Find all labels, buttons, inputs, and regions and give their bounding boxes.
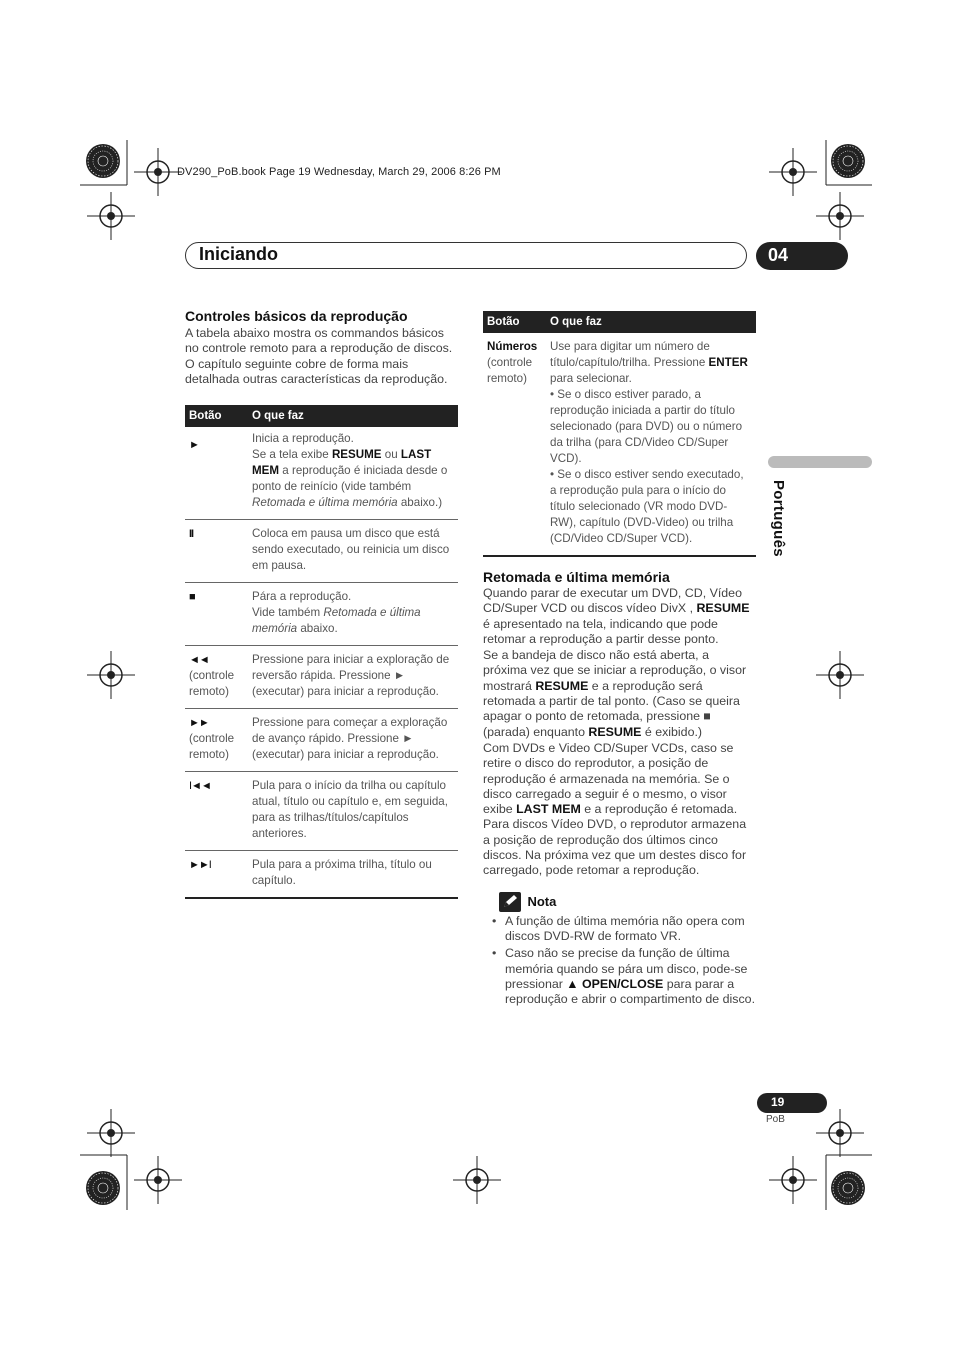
pause-icon: II: [189, 528, 194, 541]
section-heading-resume: Retomada e última memória: [483, 569, 670, 585]
row-note: (controle remoto): [189, 732, 235, 762]
numbers-table: [483, 311, 756, 557]
table-header-row: [483, 311, 756, 333]
language-tab: Português: [770, 480, 787, 557]
column-header-action: O que faz: [546, 311, 756, 333]
table-row: [185, 709, 458, 772]
list-item: • Caso não se precise da função de última memória quando se pára um disco, pode-se pressionar ▲ OPEN/CLOSE para parar a reprodução e abrir o compartimento de disco.: [483, 946, 756, 1007]
numbers-button-label: Números: [487, 340, 538, 353]
chapter-title: Iniciando: [199, 244, 279, 264]
table-row: [185, 851, 458, 899]
column-header-button: Botão: [185, 405, 248, 427]
row-note: (controle remoto): [189, 669, 235, 699]
row-action: Inicia a reprodução. Se a tela exibe RESUME ou LAST MEM a reprodução é iniciada desde o ponto de reinício (vide também Retomada e última memória abaixo.): [248, 427, 458, 520]
table-row: [185, 646, 458, 709]
rewind-icon: ◄◄: [189, 654, 209, 667]
fast-forward-icon: ►►: [189, 717, 209, 730]
stop-icon: ■: [189, 591, 195, 604]
note-header: [483, 892, 756, 912]
row-note: (controle remoto): [487, 356, 533, 385]
language-code: PoB: [766, 1114, 785, 1125]
table-row: [185, 583, 458, 646]
row-action: Pressione para iniciar a exploração de reversão rápida. Pressione ► (executar) para iniciar a reprodução.: [248, 646, 458, 709]
book-header: DV290_PoB.book Page 19 Wednesday, March 29, 2006 8:26 PM: [177, 166, 501, 178]
row-action: Pára a reprodução. Vide também Retomada e última memória abaixo.: [248, 583, 458, 646]
language-tab-bar: [768, 456, 872, 468]
row-action: Coloca em pausa um disco que está sendo executado, ou reinicia um disco em pausa.: [248, 520, 458, 583]
controls-table: [185, 405, 458, 899]
row-action: Pula para o início da trilha ou capítulo atual, título ou capítulo e, em seguida, para as trilhas/títulos/capítulos anteriores.: [248, 772, 458, 851]
note-title: Nota: [527, 893, 557, 909]
list-item: • A função de última memória não opera com discos DVD-RW de formato VR.: [483, 914, 756, 945]
table-header-row: [185, 405, 458, 427]
intro-paragraph: A tabela abaixo mostra os commandos básicos no controle remoto para a reprodução de discos. O capítulo seguinte cobre de forma mais detalhada outras características da reprodução.: [185, 326, 453, 386]
section-heading-basic-controls: Controles básicos da reprodução: [185, 308, 408, 324]
table-row: [483, 333, 756, 556]
resume-paragraph-3: Com DVDs e Video CD/Super VCDs, caso se retire o disco do reprodutor, a posição de reprodução é armazenada na memória. Se o disco carregado a seguir é o mesmo, o visor exibe LAST MEM e a reprodução é retomada. Para discos Vídeo DVD, o reprodutor armazena a posição de reprodução dos últimos cinco discos. Na próxima vez que um destes disco for carregado, pode retomar a reprodução.: [483, 740, 747, 878]
row-action: Pula para a próxima trilha, título ou capítulo.: [248, 851, 458, 899]
table-row: [185, 772, 458, 851]
table-row: [185, 427, 458, 520]
page-number-badge: [757, 1093, 827, 1113]
resume-paragraph-1: Quando parar de executar um DVD, CD, Vídeo CD/Super VCD ou discos vídeo DivX , RESUME é apresentado na tela, indicando que pode retomar a reprodução a partir desse ponto.: [483, 586, 750, 646]
column-header-action: O que faz: [248, 405, 458, 427]
row-action: Pressione para começar a exploração de avanço rápido. Pressione ► (executar) para iniciar a reprodução.: [248, 709, 458, 772]
pencil-note-icon: [499, 892, 521, 912]
column-header-button: Botão: [483, 311, 546, 333]
page-number: 19: [771, 1095, 785, 1109]
row-action: Use para digitar um número de título/capítulo/trilha. Pressione ENTER para selecionar. • Se o disco estiver parado, a reprodução iniciada a partir do título selecionado (para DVD) ou o número da trilha (para CD/Video CD/Super VCD). • Se o disco estiver sendo executado, a reprodução pula para o início do título selecionado (VR modo DVD-RW), capítulo (DVD-Video) ou trilha (CD/Video CD/Super VCD).: [546, 333, 756, 556]
play-icon: ►: [189, 439, 199, 452]
chapter-number: 04: [768, 245, 789, 265]
notes-list: [483, 914, 756, 1008]
skip-forward-icon: ►►I: [189, 859, 211, 872]
skip-back-icon: I◄◄: [189, 780, 211, 793]
table-row: [185, 520, 458, 583]
right-column: [483, 311, 756, 1009]
resume-paragraph-2: Se a bandeja de disco não está aberta, a próxima vez que se iniciar a reprodução, o visor mostrará RESUME e a reprodução será retomada a partir de tal ponto. (Caso se queira apagar o ponto de retomada, pressione ■ (parada) enquanto RESUME é exibido.): [483, 648, 747, 739]
left-column: [185, 308, 458, 899]
